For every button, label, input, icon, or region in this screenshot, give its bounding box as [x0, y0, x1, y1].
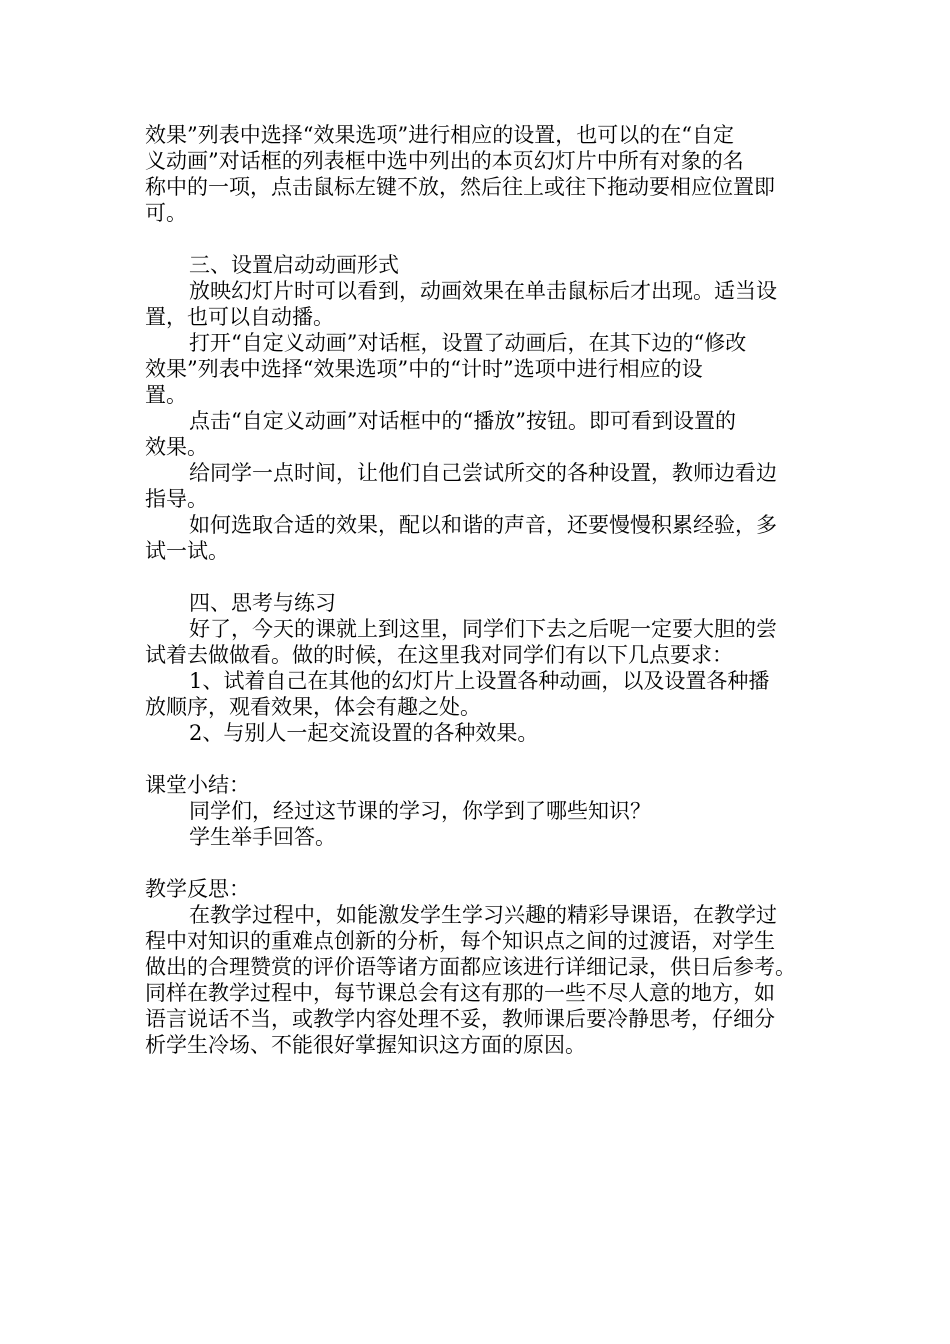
text-line: 置。	[145, 383, 187, 407]
text-line: 学生举手回答。	[189, 825, 336, 849]
blank-line	[145, 746, 825, 772]
text-line: 程中对知识的重难点创新的分析，每个知识点之间的过渡语，对学生	[145, 929, 775, 953]
text-line: 义动画”对话框的列表框中选中列出的本页幻灯片中所有对象的名	[145, 149, 744, 173]
text-line: 给同学一点时间，让他们自己尝试所交的各种设置，教师边看边	[189, 461, 777, 485]
text-line: 指导。	[145, 487, 208, 511]
section-heading: 教学反思：	[145, 877, 250, 901]
text-line: 置，也可以自动播。	[145, 305, 334, 329]
blank-line	[145, 564, 825, 590]
section-heading: 课堂小结：	[145, 773, 250, 797]
text-line: 1、试着自己在其他的幻灯片上设置各种动画，以及设置各种播	[189, 669, 770, 693]
text-line: 点击“自定义动画”对话框中的“播放”按钮。即可看到设置的	[189, 409, 736, 433]
section-heading: 四、思考与练习	[189, 591, 336, 615]
text-line: 2、与别人一起交流设置的各种效果。	[189, 721, 539, 745]
text-line: 放映幻灯片时可以看到，动画效果在单击鼠标后才出现。适当设	[189, 279, 777, 303]
text-line: 称中的一项，点击鼠标左键不放，然后往上或往下拖动要相应位置即	[145, 175, 775, 199]
text-line: 语言说话不当，或教学内容处理不妥，教师课后要冷静思考，仔细分	[145, 1007, 775, 1031]
text-line: 如何选取合适的效果，配以和谐的声音，还要慢慢积累经验，多	[189, 513, 777, 537]
text-line: 效果”列表中选择“效果选项”中的“计时”选项中进行相应的设	[145, 357, 703, 381]
text-line: 打开“自定义动画”对话框，设置了动画后，在其下边的“修改	[189, 331, 747, 355]
blank-line	[145, 850, 825, 876]
document-body	[145, 122, 825, 1058]
text-line: 试着去做做看。做的时候，在这里我对同学们有以下几点要求：	[145, 643, 733, 667]
blank-line	[145, 226, 825, 252]
text-line: 析学生冷场、不能很好掌握知识这方面的原因。	[145, 1033, 586, 1057]
text-line: 在教学过程中，如能激发学生学习兴趣的精彩导课语，在教学过	[189, 903, 777, 927]
text-line: 同样在教学过程中，每节课总会有这有那的一些不尽人意的地方，如	[145, 981, 775, 1005]
section-heading: 三、设置启动动画形式	[189, 253, 399, 277]
text-line: 效果。	[145, 435, 208, 459]
text-line: 效果”列表中选择“效果选项”进行相应的设置，也可以的在“自定	[145, 123, 734, 147]
text-line: 可。	[145, 201, 187, 225]
text-line: 放顺序，观看效果，体会有趣之处。	[145, 695, 481, 719]
text-line: 好了，今天的课就上到这里，同学们下去之后呢一定要大胆的尝	[189, 617, 777, 641]
text-line: 试一试。	[145, 539, 229, 563]
text-line: 同学们，经过这节课的学习，你学到了哪些知识？	[189, 799, 651, 823]
text-line: 做出的合理赞赏的评价语等诸方面都应该进行详细记录，供日后参考。	[145, 955, 796, 979]
